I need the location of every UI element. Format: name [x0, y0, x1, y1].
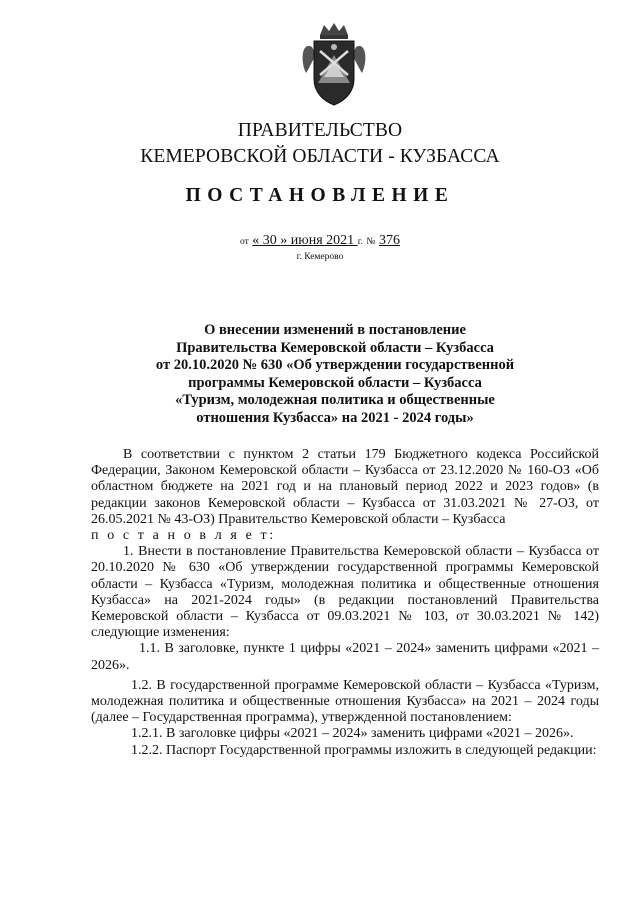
date-day: 30 [259, 233, 281, 248]
date-year-suffix: г. [357, 237, 363, 247]
document-body [91, 447, 599, 759]
title-line: О внесении изменений в постановление [204, 322, 466, 338]
document-number: 376 [378, 233, 400, 248]
intro-paragraph: В соответствии с пунктом 2 статьи 179 Бюджетного кодекса Российской Федерации, Законом Кемеровской области – Кузбасса от 23.12.2020 № 160-ОЗ «Об областном бюджете на 2021 год и на плановый период 2022 и 2023 годов» (в редакции законов Кемеровской области – Кузбасса от 31.03.2021 № 27-ОЗ, от 26.05.2021 № 43-ОЗ) Правительство Кемеровской области – Кузбасса [91, 447, 599, 527]
title-line: «Туризм, молодежная политика и общественные [175, 392, 495, 408]
city: г. Кемерово [296, 252, 344, 262]
authority-line-2: КЕМЕРОВСКОЙ ОБЛАСТИ - КУЗБАССА [140, 146, 500, 167]
date-quote-close: » [280, 233, 288, 248]
paragraph-1-2: 1.2. В государственной программе Кемеровской области – Кузбасса «Туризм, молодежная политика и общественные отношения Кузбасса» на 2021 – 2024 годы (далее – Государственная программа), утвержденной постановлением: [91, 677, 599, 726]
paragraph-1-2-1: 1.2.1. В заголовке цифры «2021 – 2024» заменить цифрами «2021 – 2026». [131, 726, 574, 742]
kuzbass-coat-of-arms-icon [298, 21, 370, 107]
document-type: ПОСТАНОВЛЕНИЕ [185, 185, 455, 206]
date-quote-open: « [252, 233, 260, 248]
title-line: отношения Кузбасса» на 2021 - 2024 годы» [196, 409, 474, 426]
paragraph-1-1: 1.1. В заголовке, пункте 1 цифры «2021 – 2024» заменить цифрами «2021 – 2026». [91, 641, 599, 673]
paragraph-1: 1. Внести в постановление Правительства Кемеровской области – Кузбасса от 20.10.2020 № 630 «Об утверждении государственной программы Кемеровской области – Кузбасса «Туризм, молодежная политика и общественные отношения Кузбасса» на 2021-2024 годы» (в редакции постановлений Правительства Кемеровской области – Кузбасса от 09.03.2021 № 103, от 30.03.2021 № 142) следующие изменения: [91, 544, 599, 641]
title-line: программы Кемеровской области – Кузбасса [188, 374, 482, 391]
date-from: от [240, 237, 249, 247]
authority-line-1: ПРАВИТЕЛЬСТВО [237, 120, 403, 141]
date-month-year: июня 2021 [287, 233, 358, 248]
paragraph-1-2-2: 1.2.2. Паспорт Государственной программы изложить в следующей редакции: [131, 742, 597, 758]
decree-word: п о с т а н о в л я е т: [91, 528, 276, 544]
title-line: от 20.10.2020 № 630 «Об утверждении государственной [155, 357, 515, 373]
number-sign: № [366, 237, 376, 247]
dateline [0, 233, 640, 250]
title-line: Правительства Кемеровской области – Кузбасса [176, 339, 494, 356]
document-title [90, 322, 580, 427]
